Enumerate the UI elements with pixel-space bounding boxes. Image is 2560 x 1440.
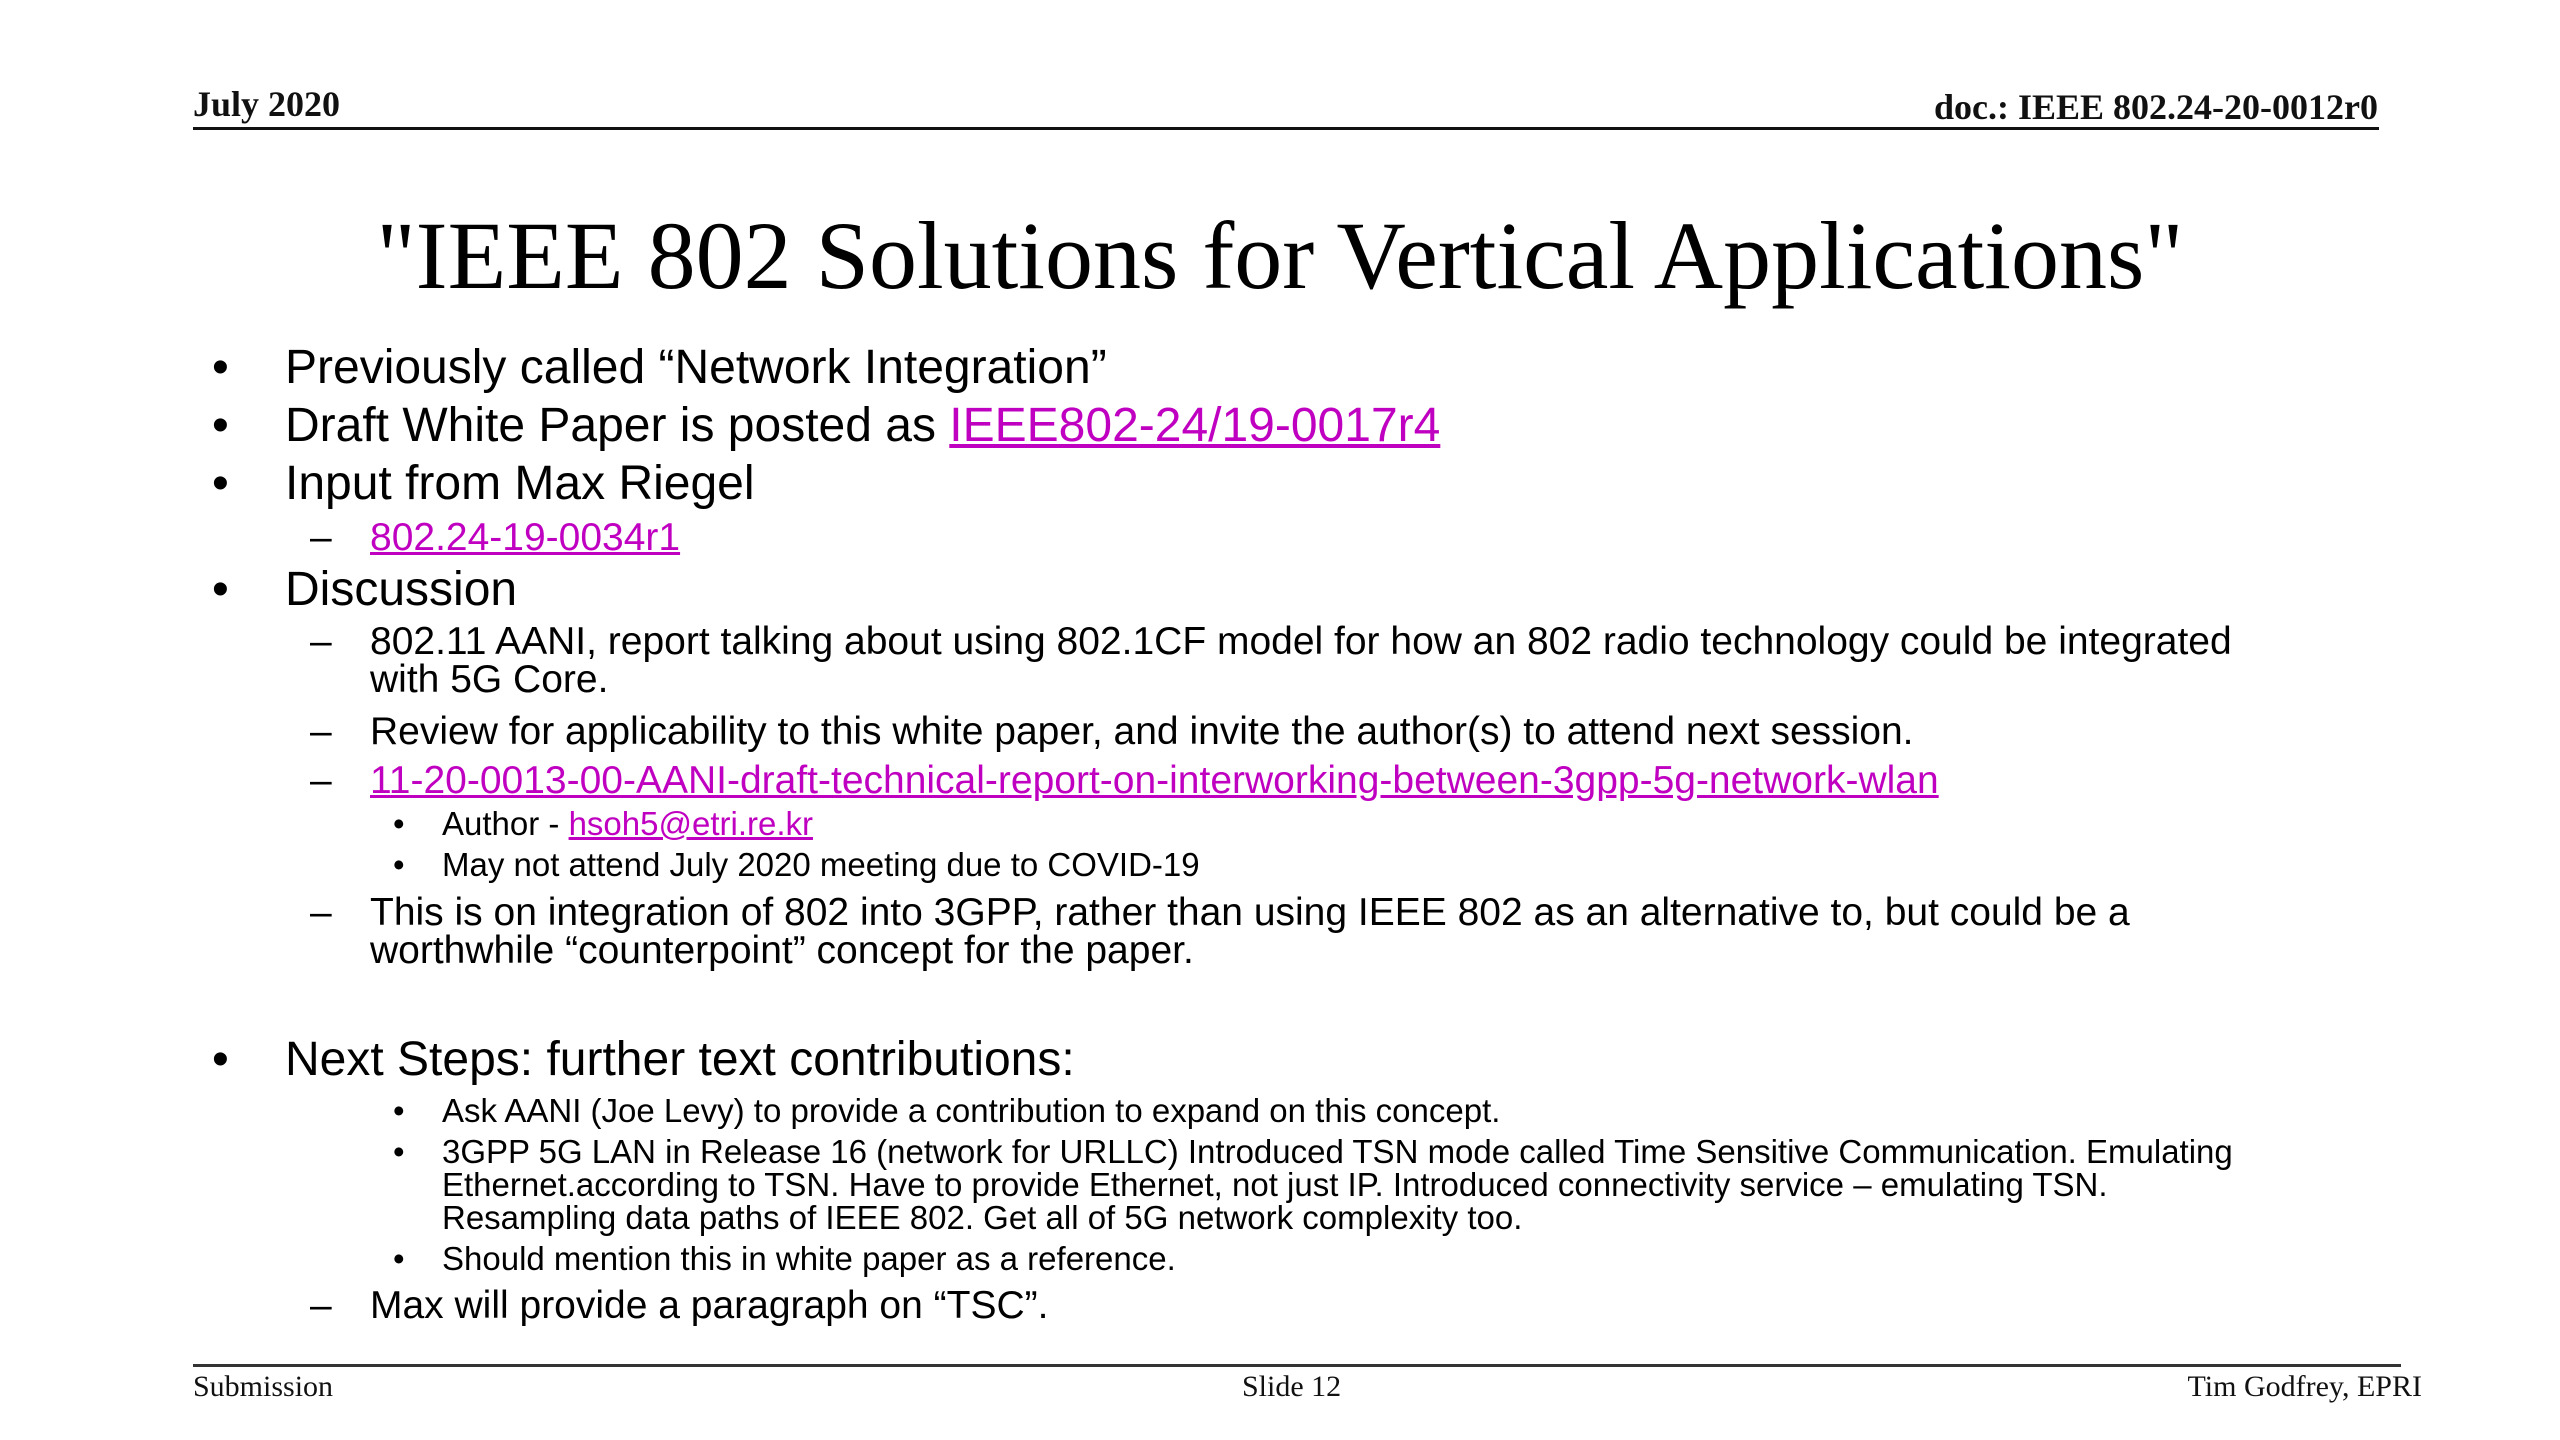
sub-item-aani-line-2: with 5G Core. [370,658,609,701]
footer-author: Tim Godfrey, EPRI [2187,1370,2422,1403]
sub-item-review: Review for applicability to this white paper, and invite the author(s) to attend next session. [370,710,1914,753]
footer-divider [193,1364,2401,1367]
white-paper-link[interactable]: IEEE802-24/19-0017r4 [949,399,1441,452]
bullet-marker: • [393,805,405,842]
dash-marker: – [310,1284,332,1327]
sub-sub-item-5g-lan-line-1: 3GPP 5G LAN in Release 16 (network for URLLC) Introduced TSN mode called Time Sensitive Communication. Emulating [442,1133,2233,1170]
sub-sub-item-covid-note: May not attend July 2020 meeting due to COVID-19 [442,846,1200,883]
footer-slide-number: Slide 12 [1242,1370,1342,1403]
footer-submission: Submission [193,1370,334,1403]
bullet-draft-white-paper [285,398,1440,453]
bullet-previously-called: Previously called “Network Integration” [285,341,1107,394]
header-date: July 2020 [193,84,341,124]
sub-item-integration-line-1: This is on integration of 802 into 3GPP, rather than using IEEE 802 as an alternative to, but could be a [370,891,2130,934]
sub-sub-item-ask-aani: Ask AANI (Joe Levy) to provide a contribution to expand on this concept. [442,1092,1501,1129]
sub-sub-item-author [442,805,813,843]
bullet-input-max-riegel: Input from Max Riegel [285,457,755,510]
draft-white-paper-text: Draft White Paper is posted as [285,399,950,452]
author-label: Author - [442,805,569,842]
sub-item-aani-line-1: 802.11 AANI, report talking about using 802.1CF model for how an 802 radio technology could be integrated [370,620,2232,663]
slide-title: "IEEE 802 Solutions for Vertical Applications" [376,202,2184,309]
sub-item-integration-line-2: worthwhile “counterpoint” concept for the paper. [370,929,1194,972]
dash-marker: – [310,891,332,934]
header-doc-id: doc.: IEEE 802.24-20-0012r0 [1934,87,2378,127]
bullet-marker: • [212,341,229,394]
bullet-marker: • [212,1033,229,1086]
bullet-marker: • [212,563,229,616]
bullet-marker: • [393,1092,405,1129]
aani-report-link[interactable]: 11-20-0013-00-AANI-draft-technical-report-on-interworking-between-3gpp-5g-network-wlan [370,759,1939,802]
bullet-marker: • [393,1240,405,1277]
bullet-marker: • [212,457,229,510]
sub-item-aani-report [370,759,1939,803]
sub-sub-item-mention-reference: Should mention this in white paper as a reference. [442,1240,1176,1277]
sub-sub-item-5g-lan-line-2: Ethernet.according to TSN. Have to provide Ethernet, not just IP. Introduced connectivity service – emulating TSN. [442,1166,2108,1203]
dash-marker: – [310,710,332,753]
sub-item-max-paragraph: Max will provide a paragraph on “TSC”. [370,1284,1049,1327]
input-doc-link[interactable]: 802.24-19-0034r1 [370,516,681,559]
bullet-marker: • [212,399,229,452]
bullet-next-steps: Next Steps: further text contributions: [285,1033,1075,1086]
bullet-discussion: Discussion [285,563,518,616]
dash-marker: – [310,620,332,663]
author-email-link[interactable]: hsoh5@etri.re.kr [568,805,813,842]
bullet-marker: • [393,1133,405,1170]
sub-sub-item-5g-lan-line-3: Resampling data paths of IEEE 802. Get all of 5G network complexity too. [442,1199,1523,1236]
dash-marker: – [310,516,332,559]
dash-marker: – [310,759,332,802]
bullet-marker: • [393,846,405,883]
sub-item-input-doc [370,516,680,560]
